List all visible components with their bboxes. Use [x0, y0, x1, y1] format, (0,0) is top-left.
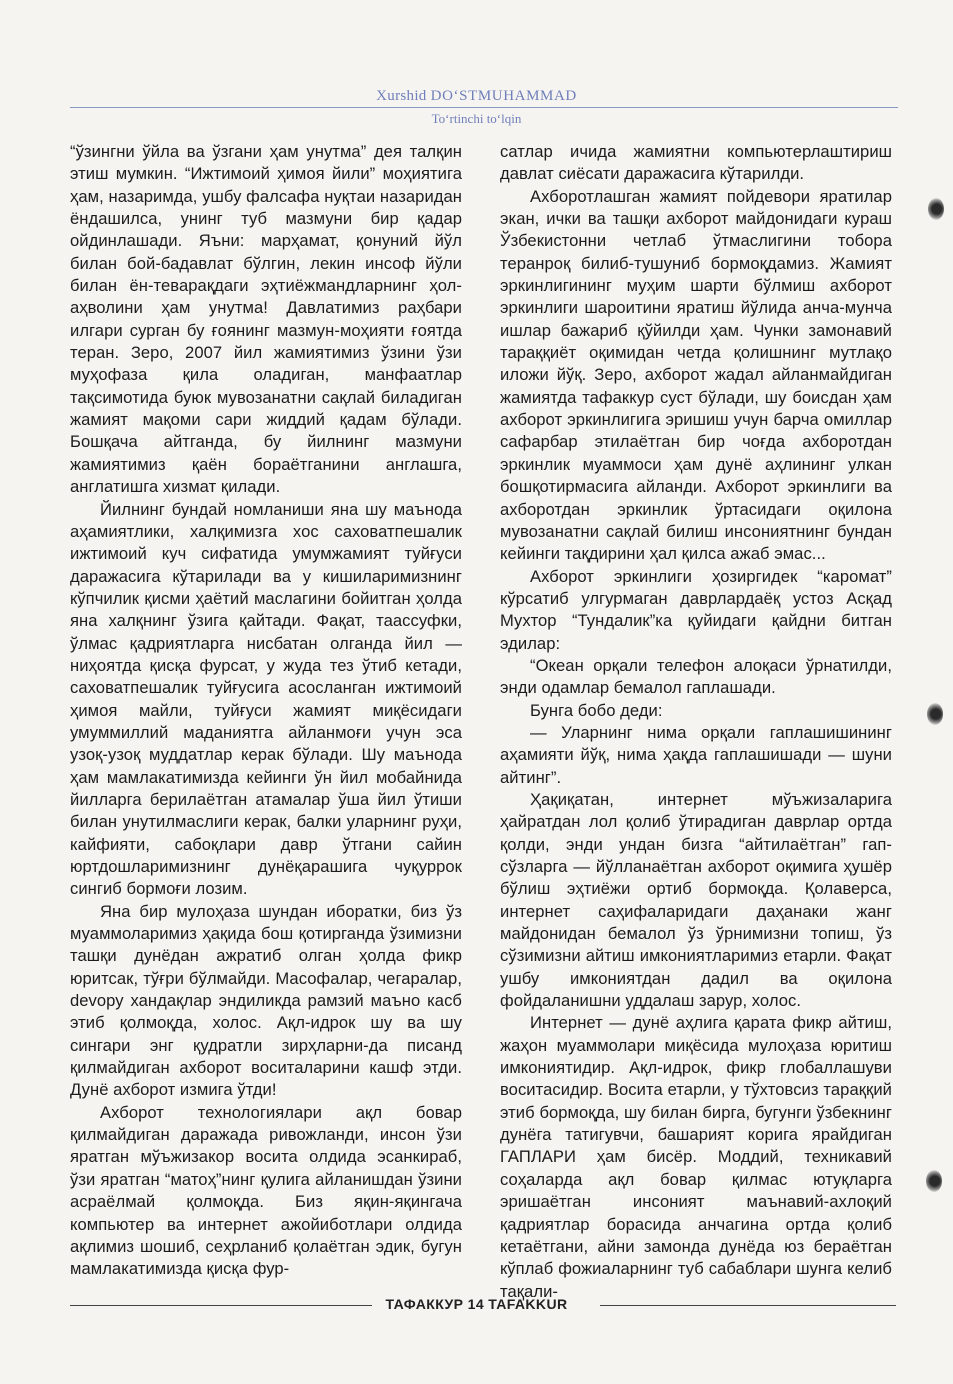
- article-subtitle: To‘rtinchi to‘lqin: [431, 111, 522, 126]
- author-first-name: Xurshid: [376, 88, 427, 104]
- author-last-name: DO‘STMUHAMMAD: [430, 88, 577, 104]
- header-divider: [70, 107, 898, 108]
- paragraph: “ўзингни ўйла ва ўзгани ҳам унутма” дея талқин этиш мумкин. “Ижтимоий ҳимоя йили” моҳиятига ҳам, назаримда, ушбу фалсафа нуқтаи назаридан ёндашилса, унинг туб мазмуни бир қадар ойдинлашади. Яъни: марҳамат, қонуний йўл билан бой-бадавлат бўлгин, лекин инсоф йўли билан ён-теварақдаги эҳтиёжмандларнинг ҳол-аҳволини ҳам унутма! Давлатимиз раҳбари илгари сурган бу ғоянинг мазмун-моҳияти ғоятда теран. Зеро, 2007 йил жамиятимиз ўзини ўзи муҳофаза қила оладиган, манфаатлар тақсимотида буюк мувозанатни сақлай биладиган жамият мақоми сари жиддий қадам бўлади. Бошқача айтганда, бу йилнинг мазмуни жамиятимиз қаён бораётганини англашга, англатишга хизмат қилади.: [70, 142, 462, 497]
- paragraph: Бунга бобо деди:: [530, 700, 663, 720]
- paragraph: сатлар ичида жамиятни компьютерлаштириш давлат сиёсати даражасига кўтарилди.: [500, 142, 892, 184]
- paragraph: “Океан орқали телефон алоқаси ўрнатилди, энди одамлар бемалол гаплашади.: [500, 655, 892, 698]
- paragraph: Ахборотлашган жамият пойдевори яратилар экан, ички ва ташқи ахборот майдонидаги кураш Ўзбекистонни четлаб ўтмаслигини тобора теранроқ билиб-тушуниб бормоқдамиз. Жамият эркинлигининг муҳим шарти бўлмиш ахборот эркинлиги шароитини яратиш йўлида анча-мунча ишлар бажариб қўйилди ҳам. Чунки замонавий тараққиёт оқимидан четда қолишнинг мутлақо иложи йўқ. Зеро, ахборот жадал айланмайдиган жамиятда тафаккур суст бўлади, шу боисдан ҳам ахборот эркинлигига эришиш учун барча омиллар сафарбар этилаётган бир чоғда ахборотдан эркинлик муаммоси ҳам дунё аҳлининг улкан бошқотирмасига айланди. Ахборот эркинлиги ва ахборотдан эркинлик ўртасидаги оқилона мувозанатни сақлай билиш инсониятнинг бундан кейинги тақдирини ҳал қилса ажаб эмас...: [500, 186, 892, 564]
- footer-divider-right: [600, 1305, 896, 1306]
- paragraph: Йилнинг бундай номланиши яна шу маънода аҳамиятлики, халқимизга хос саховатпешалик ижтимоий куч сифатида умумжамият туйғуси даражасига кўтарилади ва у кишиларимизнинг кўпчилик қисми ҳаётий маслагини бойитган ҳолда яна халқнинг ўзига қайтади. Фақат, таассуфки, ўлмас қадриятларга нисбатан олганда йил — ниҳоятда қисқа фурсат, у жуда тез ўтиб кетади, саховатпешалик туйғусига асосланган ижтимоий ҳимоя майли, туйғуси жамият миқёсидаги умуммиллий маданиятга айланмоғи учун эса узоқ-узоқ муддатлар керак бўлади. Шу маънода ҳам мамлакатимизда кейинги ўн йил мобайнида йилларга берилаётган атамалар ўша йил ўтиши билан унутилмаслиги керак, балки уларнинг руҳи, кайфияти, сабоқлари давр ўтгани сайин юртдошларимизнинг дунёқарашига чуқуррок сингиб бормоғи лозим.: [70, 499, 462, 899]
- paragraph: Яна бир мулоҳаза шундан иборатки, биз ўз муаммоларимиз ҳақида бош қотирганда ўзимизни ташқи дунёдан ажратиб олган ҳолда фикр юритсак, тўғри бўлмайди. Масофалар, чегаралар, devoру хандақлар эндиликда рамзий маъно касб этиб қолмоқда, холос. Ақл-идрок шу ва шу сингари энг қудратли зирҳларни-да писанд қилмайдиган ахборот воситаларини кашф этди. Дунё ахборот измига ўтди!: [70, 901, 462, 1100]
- page-footer: ТАФАККУР 14 TAFAKKUR: [385, 1296, 568, 1312]
- binder-hole-icon: [926, 1170, 942, 1192]
- right-text-column: [500, 141, 892, 1303]
- left-text-column: [70, 141, 462, 1281]
- paragraph: Ахборот эркинлиги ҳозиргидек “каромат” кўрсатиб улгурмаган даврлардаёқ устоз Асқад Мухтор “Тундалик”ка қуйидаги қайдни битган эдилар:: [500, 566, 892, 653]
- binder-hole-icon: [927, 703, 943, 725]
- paragraph: Интернет — дунё аҳлига қарата фикр айтиш, жаҳон муаммолари миқёсида мулоҳаза юритиш имкониятидир. Ақл-идрок, фикр глобаллашуви воситасидир. Восита етарли, у тўхтовсиз тараққий этиб бормоқда, шу билан бирга, бугунги ўзбекнинг дунёга татигувчи, башарият корига ярайдиган ГАПЛАРИ ҳам бисёр. Моддий, техникавий соҳаларда ақл бовар қилмас ютуқларга эришаётган инсоният маънавий-ахлоқий қадриятлар борасида анчагина ортда қолиб кетаётгани, айни замонда дунёда юз бераётган кўплаб фожиаларнинг туб сабаблари шунга келиб тақали-: [500, 1013, 892, 1301]
- binder-hole-icon: [928, 198, 944, 220]
- paragraph: Ахборот технологиялари ақл бовар қилмайдиган даражада ривожланди, инсон ўзи яратган мўъжизакор восита олдида эсанкираб, ўзи яратган “матоҳ”нинг қулига айланишдан ўзини асраёлмай қолмоқда. Биз яқин-яқингача компьютер ва интернет ажойиботлари олдида ақлимиз шошиб, сеҳрланиб қолаётган эдик, бугун мамлакатимизда қисқа фур-: [70, 1102, 462, 1279]
- header-author: [0, 88, 953, 105]
- paragraph: — Уларнинг нима орқали гаплашишининг аҳамияти йўқ, нима ҳақда гаплашишади — шуни айтинг”.: [500, 722, 892, 787]
- paragraph: Ҳақиқатан, интернет мўъжизаларига ҳайратдан лол қолиб ўтирадиган даврлар ортда қолди, энди ундан бизга “айтилаётган” гап-сўзларга — йўлланаётган ахборот оқимига ҳушёр бўлиш эҳтиёжи ортиб бормоқда. Қолаверса, интернет саҳифаларидаги даҳанаки жанг майдонидан бемалол ўз ўрнимизни топиш, ўз сўзимизни айтиш имкониятларимиз етарли. Фақат ушбу имкониятдан дадил ва оқилона фойдаланишни уддалаш зарур, холос.: [500, 789, 892, 1011]
